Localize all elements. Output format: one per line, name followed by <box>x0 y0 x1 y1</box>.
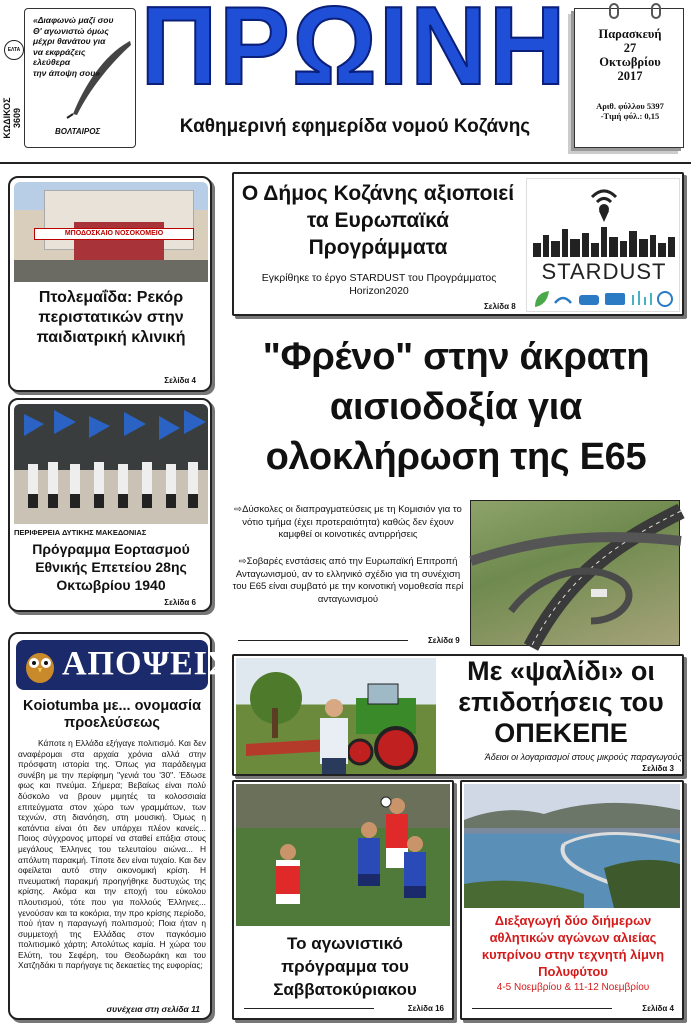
hospital-page: Σελίδα 4 <box>164 376 196 385</box>
lake-photo <box>464 784 680 908</box>
code-value: 3609 <box>12 107 22 129</box>
opinion-body: Κάποτε η Ελλάδα εξήγαγε πολιτισμό. Και δεν αναφέρομαι στα αρχαία χρόνια αλλά στην πρόσφατη ιστορία της. Όπως για παράδειγμα συνέβη με την περίφημη "γενιά του '30". Έδωσε φως και πνεύμα. Σήμερα; Βεβαίως είναι πολύ δύσκολο να βρουν μιμητές τα κολοσσιαία επιτεύγματα στον χώρο των γραμμάτων, των τεχνών, στη διανόηση, στη μουσική. Όμως η κατάντια είναι ότι δεν υπάρχει πλέον κανείς... Ποιος σύγχρονος μπορεί να σταθεί επάξια στους μεγάλους Έλληνες του τελευταίου αιώνα... Η απόλυτη παρακμή. Τίποτε δεν είναι τυχαίο. Και δεν οφείλεται αυτό στην οικονομική κρίση. Η πνευματική παρακμή προηγήθηκε δυστυχώς της κρίσης. Ακόμα και την εποχή του εύκολου πλουτισμού, τότε που για πολλούς Έλληνες... γενούσαν και τα κοκόρια, την προ κρίσης περίοδο, πού ήταν η παραγωγή πολιτισμού; Ποια ήταν η συμμετοχή της Ελλάδας στον παγκόσμιο πολιτισμικό χάρτη; Απολύτως καμία. Η χώρα του Ελύτη, του Σεφέρη, του Θεοδωράκη και του Χατζηδάκι τι παρήγαγε τις δεκαετίες της ευφορίας; <box>18 738 206 971</box>
eyta-label: ΕΛΤΑ <box>7 47 21 53</box>
stardust-page: Σελίδα 8 <box>484 302 516 311</box>
hospital-sign-text: ΜΠΟΔΟΣΚΑΙΟ ΝΟΣΟΚΟΜΕΙΟ <box>64 230 164 237</box>
wifi-pin-icon <box>589 185 619 228</box>
lead-page: Σελίδα 9 <box>428 636 460 645</box>
stardust-sub: Εγκρίθηκε το έργο STARDUST του Προγράμματος Horizon2020 <box>261 272 497 297</box>
postal-code <box>0 80 24 150</box>
fishing-dates: 4-5 Νοεμβρίου & 11-12 Νοεμβρίου <box>496 982 650 993</box>
parade-title: Πρόγραμμα Εορτασμού Εθνικής Επετείου 28ης Οκτωβρίου 1940 <box>32 541 190 593</box>
opinion-column[interactable] <box>8 632 232 1020</box>
date-day: Παρασκευή <box>598 27 662 41</box>
opekepe-story[interactable] <box>232 654 684 776</box>
hospital-sign <box>34 228 194 240</box>
masthead-divider <box>0 162 691 164</box>
masthead-subtitle: Καθημερινή εφημερίδα νομού Κοζάνης <box>179 116 531 137</box>
stardust-title: Ο Δήμος Κοζάνης αξιοποιεί τα Ευρωπαϊκά Προγράμματα <box>241 182 515 259</box>
fishing-story[interactable] <box>460 780 684 1020</box>
football-photo <box>236 784 450 926</box>
opinion-title: Koiotumba με... ονομασία προελεύσεως <box>22 698 202 731</box>
stardust-logo <box>526 178 680 312</box>
stardust-logo-text: STARDUST <box>541 259 667 284</box>
sports-page: Σελίδα 16 <box>407 1004 444 1013</box>
sports-rule <box>244 1008 374 1009</box>
quote-line: ελεύθερα <box>33 57 71 67</box>
parade-page: Σελίδα 6 <box>164 598 196 607</box>
tractor-photo <box>236 658 436 774</box>
date-month: Οκτωβρίου <box>599 55 661 69</box>
arrow-icon: ⇨ <box>234 504 243 515</box>
lead-bullet-1 <box>232 504 464 542</box>
hospital-story[interactable] <box>8 176 212 392</box>
lead-bullet-1-text: Δύσκολες οι διαπραγματεύσεις με τη Κομισιόν για το νότιο τμήμα (έχει προτεραιότητα) καθώς δεν έχουν καμφθεί οι κοινοτικές αντιρρήσεις <box>242 504 462 540</box>
skyline-icon <box>533 225 675 262</box>
lead-bullet-2 <box>232 556 464 606</box>
hospital-photo <box>14 182 208 282</box>
opekepe-page: Σελίδα 3 <box>642 764 674 773</box>
mobility-icons <box>533 289 675 314</box>
stardust-story[interactable] <box>232 172 684 316</box>
date-num: 27 <box>623 41 637 55</box>
parade-story[interactable] <box>8 398 212 612</box>
arrow-icon: ⇨ <box>238 556 247 567</box>
parade-photo <box>14 404 208 524</box>
code-label: ΚΩΔΙΚΟΣ <box>2 97 12 139</box>
opinion-banner <box>16 640 232 690</box>
quote-line: «Διαφωνώ μαζί σου <box>33 15 114 25</box>
ring-icon <box>609 3 619 19</box>
masthead-title: ΠΡΩΙΝΗ <box>140 0 568 108</box>
masthead <box>0 0 691 160</box>
quote-author: ΒΟΛΤΑΙΡΟΣ <box>55 127 101 136</box>
ring-icon <box>651 3 661 19</box>
owl-icon <box>22 646 58 684</box>
parade-kicker: ΠΕΡΙΦΕΡΕΙΑ ΔΥΤΙΚΗΣ ΜΑΚΕΔΟΝΙΑΣ <box>14 528 147 537</box>
opinion-continued[interactable]: συνέχεια στη σελίδα 11 <box>106 1004 200 1014</box>
quote-line: μέχρι θανάτου για <box>33 36 106 46</box>
fishing-rule <box>472 1008 612 1009</box>
highway-photo <box>470 500 680 646</box>
quote-line: να εκφράζεις <box>33 46 86 57</box>
lead-rule <box>238 640 408 641</box>
quote-line: την άποψη σου» <box>33 67 100 78</box>
date-year: 2017 <box>617 69 643 83</box>
opekepe-title: Με «ψαλίδι» οι επιδοτήσεις του ΟΠΕΚΕΠΕ <box>458 656 664 748</box>
lead-bullet-2-text: Σοβαρές ενστάσεις από την Ευρωπαϊκή Επιτροπή Ανταγωνισμού, αν το ελληνικό σχέδιο για τη συνέχιση του Ε65 είναι συμβατό με την κοινοτική νομοθεσία περί ανταγωνισμού <box>232 556 464 605</box>
issue-price: -Τιμή φύλ.: 0,15 <box>600 111 660 121</box>
hospital-title: Πτολεμαΐδα: Ρεκόρ περιστατικών στην παιδιατρική κλινική <box>36 289 186 346</box>
quote-line: Θ' αγωνιστώ όμως <box>33 25 109 36</box>
sports-title: Το αγωνιστικό πρόγραμμα του Σαββατοκύριακου <box>273 934 417 999</box>
sports-story[interactable] <box>232 780 454 1020</box>
opinion-label: ΑΠΟΨΕΙΣ <box>62 645 232 682</box>
fishing-page: Σελίδα 4 <box>642 1004 674 1013</box>
opekepe-sub: Άδειοι οι λογαριασμοί στους μικρούς παραγωγούς <box>484 752 682 762</box>
quote-box <box>24 8 136 148</box>
lead-headline[interactable]: "Φρένο" στην άκρατη αισιοδοξία για ολοκλήρωση της Ε65 <box>262 336 650 478</box>
eyta-badge <box>4 40 24 60</box>
date-calendar <box>574 8 684 148</box>
issue-number: Αριθ. φύλλου 5397 <box>596 101 664 111</box>
fishing-title: Διεξαγωγή δύο διήμερων αθλητικών αγώνων αλιείας κυπρίνου στην τεχνητή λίμνη Πολυφύτου <box>481 913 665 979</box>
